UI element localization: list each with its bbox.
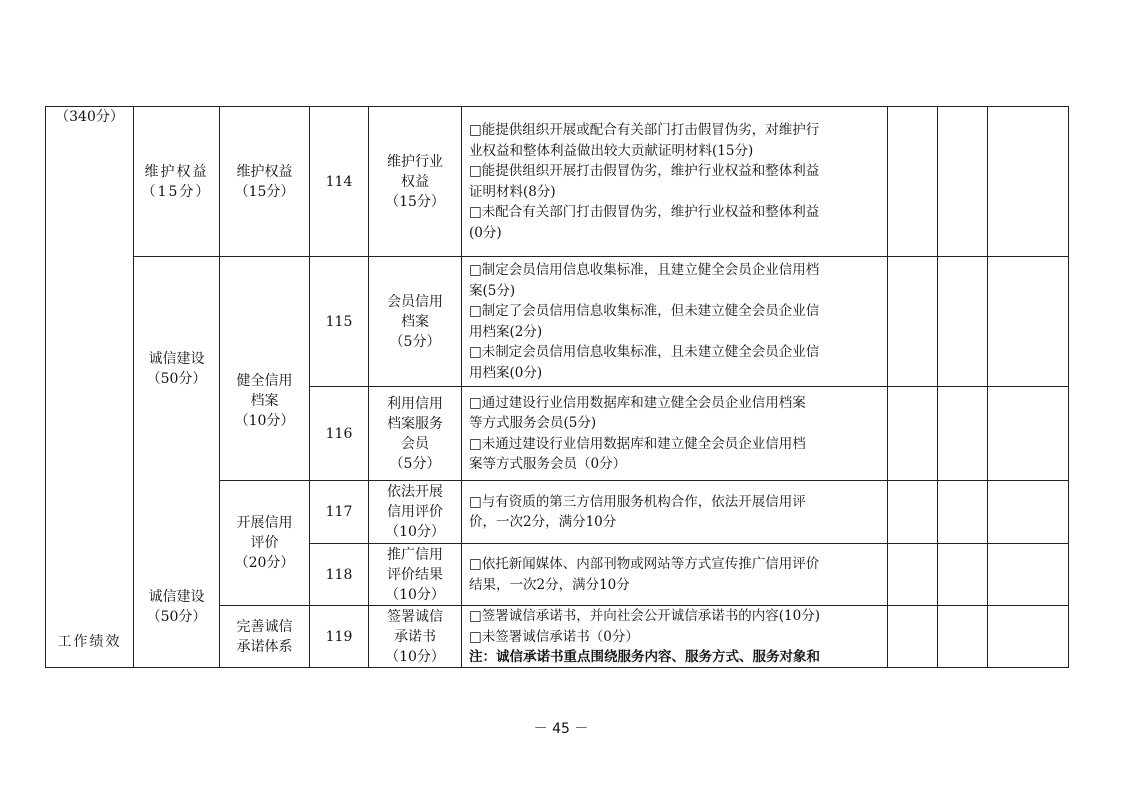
criteria-line: □与有资质的第三方信用服务机构合作，依法开展信用评 (469, 493, 806, 510)
evaluation-table (45, 106, 1069, 668)
criteria-line: □未通过建设行业信用数据库和建立健全会员企业信用档 (469, 435, 806, 452)
criteria-line: 等方式服务会员(5分) (469, 415, 597, 431)
item-number: 118 (325, 566, 353, 583)
criteria-cell (462, 544, 887, 605)
subcategory-cell: 完善诚信 承诺体系 (236, 619, 293, 655)
item-name: 会员信用 档案 （5分） (387, 293, 443, 350)
criteria-line: 价，一次2分，满分10分 (469, 514, 617, 530)
item-name: 依法开展 信用评价 （10分） (385, 484, 445, 540)
criteria-line: □制定会员信用信息收集标准，且建立健全会员企业信用档 (469, 262, 820, 278)
col-divider (937, 107, 938, 668)
criteria-line: □依托新闻媒体、内部刊物或网站等方式宣传推广信用评价 (469, 556, 820, 572)
page-number: － 45 － (533, 721, 589, 737)
criteria-line: 结果，一次2分，满分10分 (469, 576, 630, 593)
criteria-line: 业权益和整体利益做出较大贡献证明材料(15分) (469, 142, 754, 159)
category-cell: 诚信建设 （50分） (146, 589, 207, 625)
item-number: 114 (325, 173, 353, 190)
criteria-line: □制定了会员信用信息收集标准，但未建立健全会员企业信 (469, 303, 820, 319)
criteria-line: □能提供组织开展打击假冒伪劣，维护行业权益和整体利益 (469, 163, 820, 179)
criteria-cell (462, 387, 887, 480)
criteria-cell (462, 257, 887, 386)
criteria-cell (462, 606, 887, 668)
criteria-cell (462, 481, 887, 543)
col-divider (987, 107, 988, 668)
subcategory-cell: 健全信用 档案 （10分） (234, 373, 295, 429)
col-divider (887, 107, 888, 668)
criteria-line: □未配合有关部门打击假冒伪劣，维护行业权益和整体利益 (469, 204, 820, 220)
section-label: 工作绩效 (57, 634, 122, 650)
criteria-line: □签署诚信承诺书，并向社会公开诚信承诺书的内容(10分) (469, 608, 820, 625)
subcategory-cell: 维护权益 （15分） (234, 163, 295, 200)
criteria-line: 用档案(0分) (469, 364, 543, 381)
total-score-label: （340分） (55, 109, 124, 125)
criteria-line: □能提供组织开展或配合有关部门打击假冒伪劣，对维护行 (469, 122, 820, 138)
criteria-line: (0分) (469, 224, 502, 241)
criteria-line: □通过建设行业信用数据库和建立健全会员企业信用档案 (469, 394, 806, 411)
criteria-line: 案(5分) (469, 282, 516, 299)
criteria-line: 用档案(2分) (469, 323, 543, 340)
item-name: 推广信用 评价结果 （10分） (385, 546, 445, 603)
item-name: 维护行业 权益 （15分） (385, 153, 445, 210)
category-cell: 维护权益 （15分） (141, 163, 212, 200)
criteria-line: 证明材料(8分) (469, 183, 556, 200)
criteria-note: 注：诚信承诺书重点围绕服务内容、服务方式、服务对象和 (469, 649, 820, 666)
item-number: 115 (325, 313, 353, 330)
subcategory-cell: 开展信用 评价 （20分） (234, 515, 295, 571)
item-number: 116 (325, 425, 353, 442)
category-cell: 诚信建设 （50分） (146, 350, 207, 387)
item-number: 117 (325, 504, 353, 520)
item-number: 119 (325, 629, 353, 645)
criteria-line: □未制定会员信用信息收集标准，且未建立健全会员企业信 (469, 344, 820, 360)
criteria-line: 案等方式服务会员（0分） (469, 456, 627, 472)
item-name: 利用信用 档案服务 会员 （5分） (387, 395, 443, 472)
criteria-cell (462, 107, 887, 256)
criteria-line: □未签署诚信承诺书（0分） (469, 628, 639, 645)
item-name: 签署诚信 承诺书 （10分） (385, 609, 445, 665)
